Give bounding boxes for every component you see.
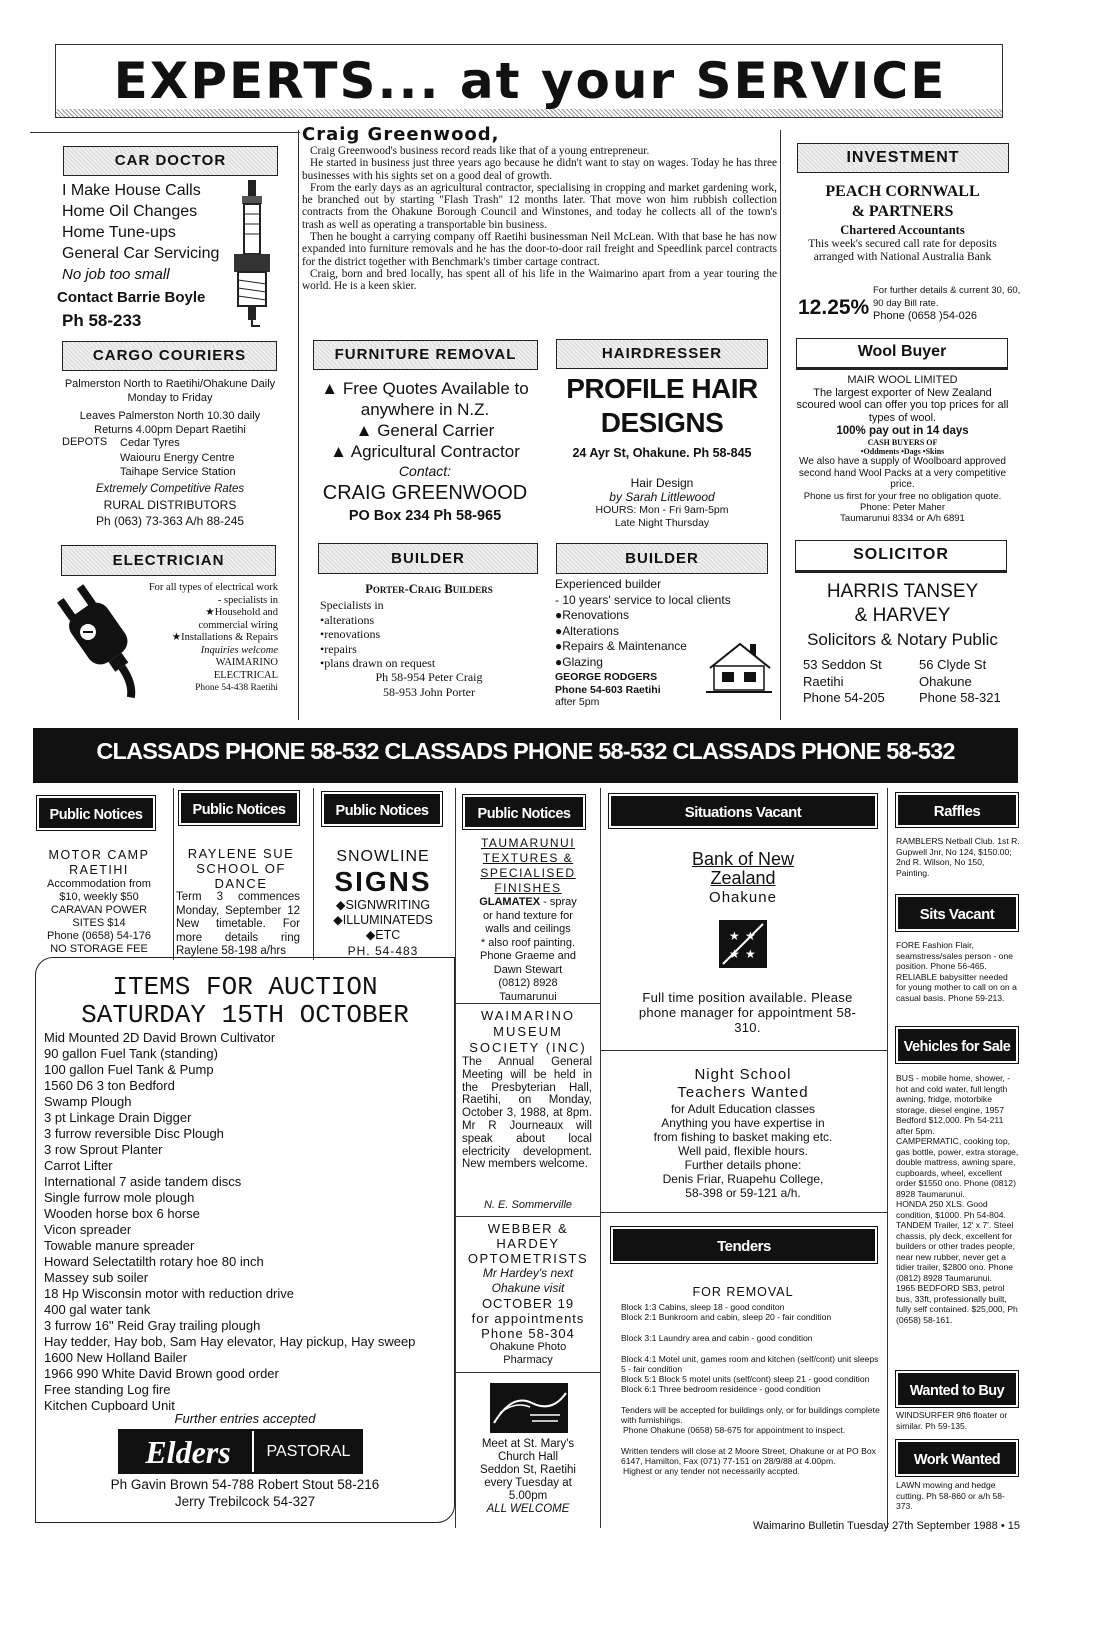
cargo-depot: Cedar Tyres — [120, 437, 180, 449]
solicitor-firm: HARRIS TANSEY — [826, 581, 979, 602]
night-line: Anything you have expertise in — [661, 1116, 825, 1130]
builder1-line: •alterations — [320, 612, 375, 627]
builder2-line: - 10 years' service to local clients — [555, 592, 731, 607]
night-line: from fishing to basket making etc. — [653, 1130, 833, 1144]
taumarunui-line: Taumarunui — [499, 990, 557, 1003]
furniture-header: FURNITURE REMOVAL — [313, 340, 538, 370]
auction-item: 3 pt Linkage Drain Digger — [44, 1110, 192, 1125]
tenders-line: Block 3:1 Laundry area and cabin - good condition — [621, 1333, 813, 1343]
taumarunui-glamatex: GLAMATEX — [479, 896, 541, 908]
church-logo-icon — [490, 1383, 568, 1433]
vehicles-header: Vehicles for Sale — [896, 1027, 1018, 1063]
bank-body: Full time position available. Please phone manager for appointment 58-310. — [638, 990, 857, 1035]
auction-item: Free standing Log fire — [44, 1382, 171, 1397]
auction-item: 3 furrow 16" Reid Gray trailing plough — [44, 1318, 261, 1333]
taumarunui-title: TAUMARUNUI — [480, 836, 576, 850]
auction-title: ITEMS FOR AUCTION — [112, 972, 378, 1002]
raylene-title: DANCE — [214, 876, 268, 891]
motor-camp-title: MOTOR CAMP — [48, 848, 150, 862]
investment-body — [795, 182, 1010, 264]
electrician-line: WAIMARINO — [215, 657, 278, 668]
cargo-line: Returns 4.00pm Depart Raetihi — [94, 424, 246, 436]
page-footer: Waimarino Bulletin Tuesday 27th September 1988 • 15 — [753, 1520, 1020, 1532]
electrician-line: Inquiries welcome — [200, 644, 278, 656]
electrician-line: ★Household and — [205, 607, 278, 618]
wool-phone-note: Phone us first for your free no obligation quote. — [803, 490, 1002, 502]
wool-text: The largest exporter of New Zealand scoured wool can offer you top prices for all types of wool. — [796, 386, 1009, 424]
article-body — [302, 145, 777, 293]
article-headline: Craig Greenwood, — [302, 124, 500, 145]
museum-title — [456, 1008, 600, 1056]
vehicles-item: TANDEM Trailer, 12' x 7'. Steel chassis, ply deck, excellent for builders or other trades people, near new rubber, never get a tidier trailer, $2800 ono. Phone (0812) 8928 Taumarunui. — [896, 1220, 1015, 1283]
rule — [887, 788, 888, 1528]
investment-note: 90 day Bill rate. — [873, 298, 939, 309]
car-doctor-list — [57, 180, 220, 331]
auction-item: Howard Selectatilth rotary hoe 80 inch — [44, 1254, 264, 1269]
raffles-body: RAMBLERS Netball Club. 1st R. Gupwell Jnr, No 124, $150.00; 2nd R. Wilson, No 150, Painting. — [896, 836, 1020, 878]
situations-vacant-header: Situations Vacant — [609, 794, 877, 828]
night-title: Teachers Wanted — [677, 1084, 809, 1101]
rule — [455, 788, 456, 1528]
builder1-name: Porter-Craig Builders — [365, 582, 493, 596]
investment-sub: Chartered Accountants — [840, 223, 965, 237]
auction-further: Further entries accepted — [174, 1411, 316, 1426]
builder2-header: BUILDER — [556, 543, 768, 574]
wanted-header: Wanted to Buy — [896, 1371, 1018, 1407]
builder2-name: GEORGE RODGERS — [555, 671, 658, 683]
hairdresser-address: 24 Ayr St, Ohakune. Ph 58-845 — [572, 446, 752, 460]
wool-body — [795, 374, 1010, 524]
tenders-line: Block 5:1 Block 5 motel units (self/cont) sleep 21 - good condition — [621, 1374, 870, 1384]
taumarunui-line: * also roof painting. — [480, 936, 576, 949]
public-notices-header: Public Notices — [179, 791, 299, 825]
builder2-line: ●Glazing — [555, 654, 603, 669]
builder1-header: BUILDER — [318, 543, 538, 574]
page-title: EXPERTS... at your SERVICE — [113, 52, 947, 110]
public-notices-header: Public Notices — [322, 792, 442, 826]
motor-camp-line: CARAVAN POWER — [50, 904, 148, 916]
svg-text:★: ★ — [745, 947, 756, 961]
church-body — [456, 1438, 600, 1516]
auction-item: 1966 990 White David Brown good order — [44, 1366, 279, 1381]
builder2-after: after 5pm — [555, 696, 600, 708]
builder2-line: ●Renovations — [555, 608, 629, 622]
auction-item: Single furrow mole plough — [44, 1190, 195, 1205]
rule — [456, 1003, 600, 1004]
rule — [601, 1212, 887, 1213]
electrician-body — [120, 582, 278, 695]
electrician-header: ELECTRICIAN — [61, 545, 276, 576]
investment-notes — [873, 284, 1020, 323]
auction-items — [44, 1030, 415, 1414]
wanted-body: WINDSURFER 9ft6 floater or similar. Ph 59-135. — [896, 1410, 1008, 1431]
hairdresser-header: HAIRDRESSER — [556, 339, 768, 369]
car-doctor-contact: Contact Barrie Boyle — [57, 289, 206, 306]
vehicles-body — [896, 1073, 1020, 1325]
cargo-depots — [120, 436, 236, 480]
hairdresser-late: Late Night Thursday — [614, 517, 710, 529]
tenders-body — [617, 1302, 881, 1476]
furniture-body — [305, 378, 545, 527]
church-line: every Tuesday at — [484, 1477, 572, 1489]
work-wanted-header: Work Wanted — [896, 1440, 1018, 1476]
sits-vacant-item: FORE Fashion Flair, seamstress/sales person - one position. Phone 56-465. — [896, 940, 1014, 971]
solicitor-line: Raetihi — [803, 673, 844, 689]
snowline-line: ◆ETC — [365, 928, 401, 942]
solicitor-right — [919, 657, 1001, 707]
museum-body: The Annual General Meeting will be held in the Presbyterian Hall, Raetihi, on Monday, October 3, 1988, at 8pm. Mr R Journeaux will speak about local electricity development. New members welcome. — [462, 1056, 592, 1171]
rule — [601, 1050, 887, 1051]
optometrists-title: WEBBER & — [487, 1221, 569, 1236]
raffles-header: Raffles — [896, 793, 1018, 827]
taumarunui-line: Dawn Stewart — [493, 963, 563, 976]
auction-item: Massey sub soiler — [44, 1270, 149, 1285]
night-line: Denis Friar, Ruapehu College, — [662, 1172, 824, 1186]
tenders-title: FOR REMOVAL — [692, 1285, 794, 1299]
builder1-phones — [318, 670, 540, 699]
taumarunui-line: Phone Graeme and — [479, 950, 576, 962]
builder2-line: ●Alterations — [555, 623, 619, 638]
tenders-line: Tenders will be accepted for buildings only, or for buildings complete with furnishings. — [621, 1405, 880, 1425]
solicitor-line: Ohakune — [919, 673, 972, 689]
public-notices-header: Public Notices — [463, 795, 585, 829]
auction-item: Vicon spreader — [44, 1222, 132, 1237]
article-paragraph: Then he bought a carrying company off Raetihi businessman Neil McLean. With that base he has now expanded into furniture removals and he has the door-to-door rail freight and Speedlink parcel contracts for the district together with Benchmark's timber cartage contract. — [302, 231, 777, 268]
investment-firm: & PARTNERS — [851, 203, 954, 220]
motor-camp-title: RAETIHI — [69, 863, 129, 877]
furniture-po: PO Box 234 Ph 58-965 — [348, 508, 502, 524]
vehicles-item: CAMPERMATIC, cooking top, gas bottle, power, extra storage, double mattress, awning spare, cupboards, wheel, excellent order $1550 ono. Phone (0812) 8928 Taumarunui. — [896, 1136, 1019, 1199]
museum-title-line: MUSEUM — [493, 1024, 563, 1039]
investment-phone: Phone (0658 )54-026 — [873, 310, 977, 322]
car-doctor-line: Home Tune-ups — [62, 224, 176, 241]
raylene-body: Term 3 commences Monday, September 12 New timetable. For more details ring Raylene 58-198 a/hrs — [176, 891, 300, 957]
auction-item: Wooden horse box 6 horse — [44, 1206, 200, 1221]
hairdresser-line: by Sarah Littlewood — [609, 490, 715, 504]
builder1-phone: Ph 58-954 Peter Craig — [375, 670, 483, 684]
taumarunui-title: SPECIALISED — [480, 866, 576, 880]
auction-item: Mid Mounted 2D David Brown Cultivator — [44, 1030, 276, 1045]
rule-col1-col2 — [298, 130, 299, 720]
bank-name — [605, 850, 881, 907]
solicitor-left — [803, 657, 885, 707]
builder1-phone: 58-953 John Porter — [383, 684, 475, 699]
night-line: 58-398 or 59-121 a/h. — [685, 1186, 801, 1200]
car-doctor-phone: Ph 58-233 — [62, 311, 142, 330]
cargo-line: Palmerston North to Raetihi/Ohakune Daily — [64, 378, 276, 390]
auction-item: 1600 New Holland Bailer — [44, 1350, 188, 1365]
solicitor-line: Phone 54-205 — [803, 690, 885, 705]
optometrists-visit: Ohakune visit — [491, 1281, 565, 1295]
investment-header: INVESTMENT — [797, 143, 1009, 173]
article-paragraph: From the early days as an agricultural contractor, specialising in cropping and market gardening work, he branched out by starting "Flash Trash" 12 months later. That move won him rubbish collection contracts from the Ohakune Borough Council and Winstones, and today he collects all of the town's trash as well as operating a transportable bin business. — [302, 181, 777, 231]
bank-line: Zealand — [710, 868, 776, 888]
optometrists-date: OCTOBER 19 — [481, 1296, 575, 1311]
electrician-line: commercial wiring — [198, 619, 278, 631]
taumarunui-line: (0812) 8928 — [498, 977, 558, 989]
solicitor-firm: & HARVEY — [854, 605, 951, 626]
auction-item: Kitchen Cupboard Unit — [44, 1398, 175, 1413]
cargo-depot: Waiouru Energy Centre — [120, 451, 235, 464]
cargo-phone: Ph (063) 73-363 A/h 88-245 — [95, 514, 245, 528]
elders-logo-text: Elders — [145, 1434, 231, 1470]
taumarunui-line: walls and ceilings — [485, 923, 571, 935]
cargo-footer — [60, 481, 280, 529]
elders-pastoral: PASTORAL — [266, 1443, 351, 1460]
raylene-title: SCHOOL OF — [196, 861, 286, 876]
rule-top-left — [30, 132, 300, 133]
builder2-line: Experienced builder — [555, 577, 662, 591]
investment-rate: 12.25% — [798, 296, 870, 319]
auction-title: SATURDAY 15TH OCTOBER — [81, 1000, 409, 1030]
church-line: 5.00pm — [508, 1490, 548, 1502]
vehicles-item: BUS - mobile home, shower, - hot and cold water, full length awning, fridge, motorbike storage, diesel engine, 1957 Bedford $12,000. Ph 54-211 after 5pm. — [896, 1073, 1011, 1136]
furniture-name: CRAIG GREENWOOD — [322, 482, 528, 504]
night-title: Night School — [694, 1066, 792, 1083]
museum-sign: N. E. Sommerville — [483, 1199, 573, 1211]
work-wanted-body: LAWN mowing and hedge cutting. Ph 58-860 or a/h 58-373. — [896, 1480, 1005, 1511]
hairdresser-name: DESIGNS — [600, 407, 724, 438]
electrician-line: - specialists in — [217, 594, 278, 606]
motor-camp-line: SITES $14 — [72, 917, 126, 929]
optometrists-date: for appointments — [471, 1311, 585, 1326]
optometrists-title: HARDEY — [496, 1236, 560, 1251]
furniture-line: ▲ Free Quotes Available to — [321, 379, 529, 398]
builder1-line: •renovations — [320, 627, 381, 641]
taumarunui-line: - spray — [543, 896, 577, 908]
solicitor-body — [790, 580, 1015, 652]
svg-text:★: ★ — [745, 929, 756, 943]
wool-pay: 100% pay out in 14 days — [836, 425, 969, 437]
optometrists-tail: Ohakune Photo — [489, 1341, 567, 1353]
sits-vacant-body — [896, 940, 1020, 1003]
spark-plug-icon — [226, 180, 278, 330]
auction-item: International 7 aside tandem discs — [44, 1174, 242, 1189]
car-doctor-line: Home Oil Changes — [62, 203, 198, 220]
auction-contact: Jerry Trebilcock 54-327 — [174, 1494, 316, 1509]
auction-contact: Ph Gavin Brown 54-788 Robert Stout 58-216 — [110, 1477, 380, 1492]
wool-header: Wool Buyer — [857, 343, 947, 360]
electrician-line: ELECTRICAL — [213, 669, 278, 681]
solicitor-line: Phone 58-321 — [919, 690, 1001, 705]
furniture-line: anywhere in N.Z. — [360, 400, 490, 419]
wool-phone-numbers: Taumarunui 8334 or A/h 6891 — [840, 512, 965, 524]
motor-camp-line: Phone (0658) 54-176 — [47, 930, 151, 942]
builder1-line: •repairs — [320, 641, 357, 656]
night-school — [605, 1066, 881, 1200]
svg-text:★: ★ — [729, 947, 740, 961]
electrician-line: Phone 54-438 Raetihi — [195, 683, 278, 693]
night-line: Well paid, flexible hours. — [678, 1144, 808, 1158]
wool-supply: We also have a supply of Woolboard approved second hand Wool Packs at a very competitive price. — [798, 456, 1007, 490]
bank-line: Bank of New — [691, 849, 795, 869]
cargo-line: Leaves Palmerston North 10.30 daily — [79, 410, 261, 422]
rule — [173, 788, 174, 960]
hairdresser-line: Hair Design — [630, 476, 694, 490]
builder1-line: Specialists in — [320, 598, 384, 612]
furniture-contact: Contact: — [398, 463, 452, 479]
tenders-line: Block 1:3 Cabins, sleep 18 - good conditon — [621, 1302, 785, 1312]
museum-title-line: WAIMARINO — [480, 1008, 576, 1023]
motor-camp-line: Accommodation from — [47, 878, 151, 890]
rule — [456, 1372, 600, 1373]
snowline-name: SIGNS — [334, 866, 432, 897]
solicitor-sub: Solicitors & Notary Public — [807, 630, 998, 649]
vehicles-item: 1965 BEDFORD SB3, petrol bus, 33ft, professionally built, fully self contained. $25,000, Ph (0658) 58-161. — [896, 1283, 1018, 1325]
taumarunui-title: FINISHES — [494, 881, 562, 895]
optometrists-title: OPTOMETRISTS — [467, 1251, 589, 1266]
auction-item: 100 gallon Fuel Tank & Pump — [44, 1062, 214, 1077]
solicitor-header: SOLICITOR — [853, 546, 949, 563]
builder2-phone: Phone 54-603 Raetihi — [555, 684, 661, 696]
raylene — [176, 846, 306, 891]
builder1-body — [320, 598, 435, 671]
investment-firm: PEACH CORNWALL — [825, 183, 980, 200]
rule — [313, 788, 314, 960]
church-line: Church Hall — [497, 1451, 559, 1463]
cargo-company: RURAL DISTRIBUTORS — [103, 498, 237, 512]
rule — [456, 1216, 600, 1217]
optometrists — [456, 1221, 600, 1367]
optometrists-date: Phone 58-304 — [481, 1326, 575, 1341]
wool-cash-items: •Oddments •Dags •Skins — [860, 447, 945, 456]
hairdresser-hours: HOURS: Mon - Fri 9am-5pm — [595, 504, 729, 516]
electrician-line: ★Installations & Repairs — [171, 632, 278, 643]
snowline-name: SNOWLINE — [336, 848, 430, 865]
snowline-line: ◆SIGNWRITING — [335, 898, 431, 912]
tenders-line: Highest or any tender not necessarily accpted. — [623, 1466, 800, 1476]
auction-item: 90 gallon Fuel Tank (standing) — [44, 1046, 218, 1061]
cargo-depot: Taihape Service Station — [120, 466, 236, 478]
taumarunui-title: TEXTURES & — [482, 851, 574, 865]
car-doctor-header: CAR DOCTOR — [63, 146, 278, 176]
classads-banner-text: CLASSADS PHONE 58-532 CLASSADS PHONE 58-532 CLASSADS PHONE 58-532 — [96, 738, 955, 764]
auction-item: 3 furrow reversible Disc Plough — [44, 1126, 224, 1141]
auction-item: Hay tedder, Hay bob, Sam Hay elevator, Hay pickup, Hay sweep — [44, 1334, 416, 1349]
elders-logo-divider — [252, 1431, 254, 1472]
tenders-header: Tenders — [611, 1227, 877, 1263]
bank-town: Ohakune — [709, 889, 777, 906]
tenders-line: Block 2:1 Bunkroom and cabin, sleep 20 - fair condition — [621, 1312, 832, 1322]
article-paragraph: Craig Greenwood's business record reads like that of a young entrepreneur. — [310, 145, 650, 157]
cargo-depots-label: DEPOTS — [62, 436, 108, 448]
elders-logo — [118, 1429, 363, 1474]
cargo-header: CARGO COURIERS — [62, 341, 277, 371]
sits-vacant-item: RELIABLE babysitter needed for young mother to call on on a casual basis. Phone 59-213. — [896, 971, 1017, 1003]
church-line: Seddon St, Raetihi — [480, 1464, 576, 1476]
electrician-line: For all types of electrical work — [148, 582, 278, 593]
solicitor-line: 56 Clyde St — [919, 657, 987, 672]
public-notices-header: Public Notices — [37, 796, 155, 830]
wool-phone: Phone: Peter Maher — [859, 501, 946, 513]
tenders-line: Written tenders will close at 2 Moore Street, Ohakune or at PO Box 6147, Hamilton, Fax (071) 77-151 on 28/9/88 at 4.00pm. — [621, 1446, 876, 1466]
car-doctor-line: General Car Servicing — [62, 245, 220, 262]
article-paragraph: He started in business just three years ago because he didn't want to stay on wages. Today he has three businesses with his sights set on a good deal of growth. — [302, 157, 777, 182]
wool-company: MAIR WOOL LIMITED — [847, 374, 958, 386]
snowline — [318, 848, 448, 959]
auction-item: 18 Hp Wisconsin motor with reduction drive — [44, 1286, 294, 1301]
tenders-line: Block 6:1 Three bedroom residence - good condition — [621, 1384, 821, 1394]
cargo-line: Monday to Friday — [127, 392, 213, 404]
house-illustration-icon — [704, 638, 774, 696]
bank-logo-icon — [719, 920, 767, 968]
snowline-line: ◆ILLUMINATEDS — [333, 913, 433, 927]
cargo-rates: Extremely Competitive Rates — [95, 483, 245, 495]
tenders-line: Phone Ohakune (0658) 58-675 for appointment to inspect. — [623, 1425, 846, 1435]
rule — [600, 788, 601, 1528]
auction-item: Carrot Lifter — [44, 1158, 113, 1173]
article-paragraph: Craig, born and bred locally, has spent all of his life in the Waimarino apart from a year touring the world. He is a keen skier. — [302, 267, 777, 293]
auction-item: 3 row Sprout Planter — [44, 1142, 163, 1157]
night-line: for Adult Education classes — [670, 1102, 816, 1116]
snowline-phone: PH. 54-483 — [347, 944, 419, 958]
taumarunui — [458, 836, 598, 1004]
optometrists-tail: Pharmacy — [503, 1354, 553, 1366]
auction-item: 1560 D6 3 ton Bedford — [44, 1078, 175, 1093]
motor-camp-line: NO STORAGE FEE — [50, 943, 148, 955]
builder1-line: •plans drawn on request — [320, 656, 436, 670]
rule-col3-col4 — [780, 130, 781, 720]
furniture-line: ▲ Agricultural Contractor — [330, 442, 520, 461]
hairdresser-name: PROFILE HAIR — [566, 373, 758, 404]
taumarunui-first-line — [458, 896, 598, 910]
taumarunui-line: or hand texture for — [483, 909, 573, 922]
cargo-body — [60, 377, 280, 437]
church-line: Meet at St. Mary's — [481, 1438, 575, 1450]
builder2-line: ●Repairs & Maintenance — [555, 639, 687, 653]
night-line: Further details phone: — [684, 1158, 802, 1172]
hairdresser-body — [553, 372, 771, 530]
motor-camp-line: $10, weekly $50 — [59, 891, 139, 903]
auction-item: Towable manure spreader — [44, 1238, 195, 1253]
raylene-title: RAYLENE SUE — [187, 846, 295, 861]
wool-cash: CASH BUYERS OF — [867, 438, 938, 447]
investment-text: This week's secured call rate for deposits arranged with National Australia Bank — [808, 238, 997, 263]
car-doctor-note: No job too small — [62, 266, 170, 283]
auction-item: 400 gal water tank — [44, 1302, 151, 1317]
investment-note: For further details & current 30, 60, — [873, 285, 1021, 296]
auction-item: Swamp Plough — [44, 1094, 132, 1109]
motor-camp — [34, 848, 164, 956]
svg-text:★: ★ — [729, 929, 740, 943]
vehicles-item: HONDA 250 XLS. Good condition, $1000. Ph 54-804. — [896, 1199, 1006, 1220]
furniture-line: ▲ General Carrier — [355, 421, 495, 440]
museum-title-line: SOCIETY (INC) — [469, 1040, 587, 1055]
optometrists-visit: Mr Hardey's next — [482, 1266, 574, 1280]
sits-vacant-header: Sits Vacant — [896, 895, 1018, 931]
church-welcome: ALL WELCOME — [486, 1503, 570, 1515]
tenders-line: Block 4:1 Motel unit, games room and kitchen (self/cont) unit sleeps 5 - fair condition — [621, 1354, 879, 1374]
car-doctor-line: I Make House Calls — [62, 182, 201, 199]
solicitor-line: 53 Seddon St — [803, 657, 882, 672]
